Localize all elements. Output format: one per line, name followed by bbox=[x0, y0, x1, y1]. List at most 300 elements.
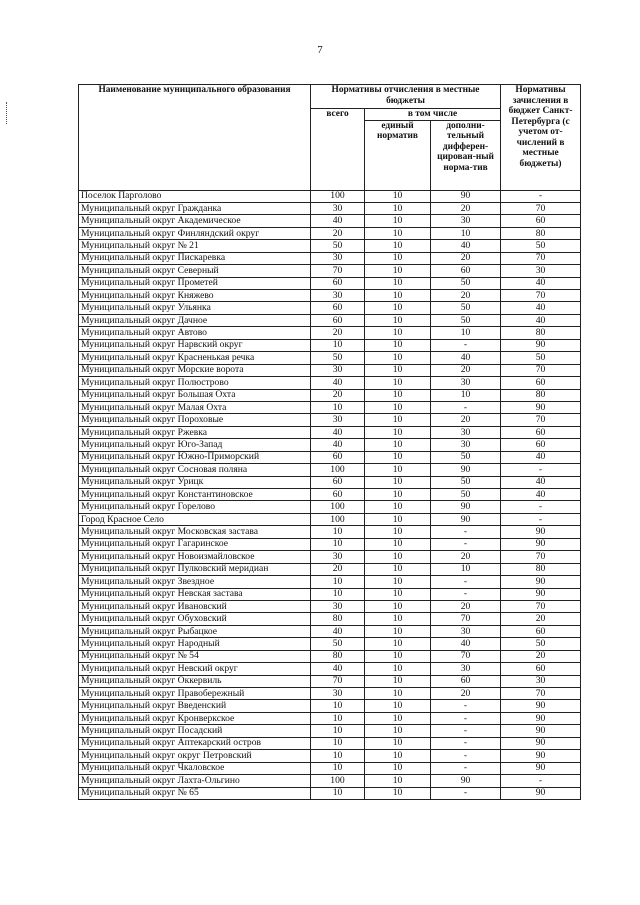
additional-norm: 10 bbox=[431, 227, 501, 239]
table-row bbox=[79, 426, 581, 438]
additional-norm: 90 bbox=[431, 513, 501, 525]
table-row bbox=[79, 364, 581, 376]
table-row bbox=[79, 787, 581, 799]
unified-norm: 10 bbox=[365, 464, 431, 476]
municipality-name: Муниципальный округ Морские ворота bbox=[79, 364, 311, 376]
header-additional: дополни-тельный дифферен-цирован-ный норма-тив bbox=[431, 120, 501, 190]
municipality-name: Муниципальный округ Кронверкское bbox=[79, 712, 311, 724]
total-norm: 60 bbox=[311, 489, 365, 501]
unified-norm: 10 bbox=[365, 675, 431, 687]
additional-norm: 30 bbox=[431, 377, 501, 389]
unified-norm: 10 bbox=[365, 252, 431, 264]
spb-norm: - bbox=[501, 501, 581, 513]
spb-norm: 40 bbox=[501, 277, 581, 289]
table-row bbox=[79, 202, 581, 214]
unified-norm: 10 bbox=[365, 227, 431, 239]
table-row bbox=[79, 551, 581, 563]
total-norm: 10 bbox=[311, 538, 365, 550]
additional-norm: 40 bbox=[431, 240, 501, 252]
table-row bbox=[79, 750, 581, 762]
total-norm: 20 bbox=[311, 563, 365, 575]
spb-norm: 80 bbox=[501, 327, 581, 339]
spb-norm: - bbox=[501, 775, 581, 787]
total-norm: 30 bbox=[311, 364, 365, 376]
municipality-name: Муниципальный округ Звездное bbox=[79, 576, 311, 588]
municipality-name: Муниципальный округ Северный bbox=[79, 265, 311, 277]
municipality-name: Муниципальный округ округ Петровский bbox=[79, 750, 311, 762]
municipality-name: Муниципальный округ Московская застава bbox=[79, 526, 311, 538]
additional-norm: 60 bbox=[431, 265, 501, 277]
unified-norm: 10 bbox=[365, 339, 431, 351]
municipality-name: Муниципальный округ Южно-Приморский bbox=[79, 451, 311, 463]
additional-norm: 10 bbox=[431, 563, 501, 575]
table-row bbox=[79, 314, 581, 326]
additional-norm: 50 bbox=[431, 489, 501, 501]
unified-norm: 10 bbox=[365, 476, 431, 488]
unified-norm: 10 bbox=[365, 526, 431, 538]
spb-norm: 40 bbox=[501, 451, 581, 463]
unified-norm: 10 bbox=[365, 613, 431, 625]
additional-norm: 90 bbox=[431, 464, 501, 476]
table-row bbox=[79, 737, 581, 749]
unified-norm: 10 bbox=[365, 202, 431, 214]
total-norm: 10 bbox=[311, 576, 365, 588]
municipality-name: Муниципальный округ Посадский bbox=[79, 725, 311, 737]
total-norm: 30 bbox=[311, 688, 365, 700]
spb-norm: 60 bbox=[501, 426, 581, 438]
spb-norm: 90 bbox=[501, 538, 581, 550]
total-norm: 50 bbox=[311, 240, 365, 252]
table-row bbox=[79, 476, 581, 488]
additional-norm: 10 bbox=[431, 389, 501, 401]
unified-norm: 10 bbox=[365, 451, 431, 463]
table-row bbox=[79, 725, 581, 737]
additional-norm: 30 bbox=[431, 426, 501, 438]
spb-norm: 20 bbox=[501, 613, 581, 625]
table-row bbox=[79, 600, 581, 612]
table-row bbox=[79, 439, 581, 451]
municipality-name: Муниципальный округ Большая Охта bbox=[79, 389, 311, 401]
table-row bbox=[79, 613, 581, 625]
unified-norm: 10 bbox=[365, 538, 431, 550]
spb-norm: 40 bbox=[501, 314, 581, 326]
unified-norm: 10 bbox=[365, 327, 431, 339]
unified-norm: 10 bbox=[365, 551, 431, 563]
spb-norm: 60 bbox=[501, 439, 581, 451]
additional-norm: 50 bbox=[431, 314, 501, 326]
spb-norm: 70 bbox=[501, 290, 581, 302]
table-row bbox=[79, 377, 581, 389]
total-norm: 10 bbox=[311, 737, 365, 749]
unified-norm: 10 bbox=[365, 700, 431, 712]
additional-norm: 20 bbox=[431, 551, 501, 563]
municipality-name: Муниципальный округ Гагаринское bbox=[79, 538, 311, 550]
municipality-name: Муниципальный округ Прометей bbox=[79, 277, 311, 289]
additional-norm: - bbox=[431, 700, 501, 712]
spb-norm: 70 bbox=[501, 688, 581, 700]
unified-norm: 10 bbox=[365, 190, 431, 202]
additional-norm: 90 bbox=[431, 775, 501, 787]
additional-norm: - bbox=[431, 588, 501, 600]
table-row bbox=[79, 227, 581, 239]
additional-norm: - bbox=[431, 725, 501, 737]
total-norm: 100 bbox=[311, 513, 365, 525]
municipality-name: Муниципальный округ Пороховые bbox=[79, 414, 311, 426]
additional-norm: 50 bbox=[431, 476, 501, 488]
spb-norm: 80 bbox=[501, 389, 581, 401]
spb-norm: 80 bbox=[501, 563, 581, 575]
table-header bbox=[79, 85, 581, 191]
additional-norm: - bbox=[431, 576, 501, 588]
municipality-name: Муниципальный округ Красненькая речка bbox=[79, 352, 311, 364]
table-row bbox=[79, 240, 581, 252]
table-row bbox=[79, 265, 581, 277]
spb-norm: 70 bbox=[501, 600, 581, 612]
total-norm: 60 bbox=[311, 314, 365, 326]
unified-norm: 10 bbox=[365, 364, 431, 376]
municipality-name: Муниципальный округ Малая Охта bbox=[79, 401, 311, 413]
unified-norm: 10 bbox=[365, 775, 431, 787]
total-norm: 10 bbox=[311, 526, 365, 538]
municipality-name: Муниципальный округ Рыбацкое bbox=[79, 625, 311, 637]
total-norm: 10 bbox=[311, 762, 365, 774]
unified-norm: 10 bbox=[365, 638, 431, 650]
table-row bbox=[79, 290, 581, 302]
additional-norm: 50 bbox=[431, 302, 501, 314]
additional-norm: 20 bbox=[431, 688, 501, 700]
municipality-name: Муниципальный округ Финляндский округ bbox=[79, 227, 311, 239]
additional-norm: 10 bbox=[431, 327, 501, 339]
spb-norm: - bbox=[501, 513, 581, 525]
municipality-name: Город Красное Село bbox=[79, 513, 311, 525]
municipality-name: Муниципальный округ Нарвский округ bbox=[79, 339, 311, 351]
table-row bbox=[79, 414, 581, 426]
additional-norm: - bbox=[431, 526, 501, 538]
total-norm: 70 bbox=[311, 265, 365, 277]
additional-norm: - bbox=[431, 737, 501, 749]
additional-norm: 20 bbox=[431, 364, 501, 376]
total-norm: 100 bbox=[311, 501, 365, 513]
spb-norm: 90 bbox=[501, 725, 581, 737]
unified-norm: 10 bbox=[365, 750, 431, 762]
unified-norm: 10 bbox=[365, 588, 431, 600]
table-row bbox=[79, 700, 581, 712]
spb-norm: - bbox=[501, 464, 581, 476]
unified-norm: 10 bbox=[365, 265, 431, 277]
municipality-name: Муниципальный округ Пулковский меридиан bbox=[79, 563, 311, 575]
total-norm: 40 bbox=[311, 625, 365, 637]
municipality-name: Муниципальный округ Автово bbox=[79, 327, 311, 339]
total-norm: 20 bbox=[311, 227, 365, 239]
municipality-name: Муниципальный округ Аптекарский остров bbox=[79, 737, 311, 749]
unified-norm: 10 bbox=[365, 314, 431, 326]
total-norm: 10 bbox=[311, 588, 365, 600]
total-norm: 60 bbox=[311, 476, 365, 488]
spb-norm: 90 bbox=[501, 712, 581, 724]
total-norm: 100 bbox=[311, 190, 365, 202]
unified-norm: 10 bbox=[365, 501, 431, 513]
total-norm: 40 bbox=[311, 215, 365, 227]
unified-norm: 10 bbox=[365, 787, 431, 799]
spb-norm: - bbox=[501, 190, 581, 202]
additional-norm: 20 bbox=[431, 252, 501, 264]
norms-table bbox=[78, 84, 581, 800]
total-norm: 40 bbox=[311, 377, 365, 389]
unified-norm: 10 bbox=[365, 563, 431, 575]
municipality-name: Муниципальный округ Ивановский bbox=[79, 600, 311, 612]
additional-norm: 40 bbox=[431, 352, 501, 364]
table-row bbox=[79, 252, 581, 264]
additional-norm: 90 bbox=[431, 501, 501, 513]
header-total: всего bbox=[311, 109, 365, 191]
total-norm: 40 bbox=[311, 663, 365, 675]
additional-norm: 90 bbox=[431, 190, 501, 202]
unified-norm: 10 bbox=[365, 663, 431, 675]
unified-norm: 10 bbox=[365, 712, 431, 724]
spb-norm: 90 bbox=[501, 526, 581, 538]
additional-norm: - bbox=[431, 538, 501, 550]
additional-norm: 30 bbox=[431, 439, 501, 451]
total-norm: 10 bbox=[311, 712, 365, 724]
municipality-name: Муниципальный округ Горелово bbox=[79, 501, 311, 513]
unified-norm: 10 bbox=[365, 401, 431, 413]
unified-norm: 10 bbox=[365, 414, 431, 426]
total-norm: 10 bbox=[311, 700, 365, 712]
header-local-budgets: Нормативы отчисления в местные бюджеты bbox=[311, 85, 501, 109]
table-row bbox=[79, 762, 581, 774]
municipality-name: Муниципальный округ Юго-Запад bbox=[79, 439, 311, 451]
table-row bbox=[79, 489, 581, 501]
municipality-name: Муниципальный округ Лахта-Ольгино bbox=[79, 775, 311, 787]
municipality-name: Муниципальный округ Введенский bbox=[79, 700, 311, 712]
spb-norm: 20 bbox=[501, 650, 581, 662]
municipality-name: Муниципальный округ Академическое bbox=[79, 215, 311, 227]
unified-norm: 10 bbox=[365, 576, 431, 588]
total-norm: 10 bbox=[311, 787, 365, 799]
table-row bbox=[79, 775, 581, 787]
municipality-name: Муниципальный округ Оккервиль bbox=[79, 675, 311, 687]
spb-norm: 70 bbox=[501, 414, 581, 426]
municipality-name: Муниципальный округ Ржевка bbox=[79, 426, 311, 438]
municipality-name: Муниципальный округ Сосновая поляна bbox=[79, 464, 311, 476]
spb-norm: 70 bbox=[501, 364, 581, 376]
municipality-name: Муниципальный округ Невский округ bbox=[79, 663, 311, 675]
additional-norm: - bbox=[431, 762, 501, 774]
unified-norm: 10 bbox=[365, 513, 431, 525]
table-row bbox=[79, 675, 581, 687]
spb-norm: 40 bbox=[501, 302, 581, 314]
spb-norm: 90 bbox=[501, 576, 581, 588]
total-norm: 30 bbox=[311, 290, 365, 302]
table-row bbox=[79, 576, 581, 588]
additional-norm: 30 bbox=[431, 215, 501, 227]
spb-norm: 70 bbox=[501, 551, 581, 563]
spb-norm: 90 bbox=[501, 737, 581, 749]
table-row bbox=[79, 277, 581, 289]
table-row bbox=[79, 526, 581, 538]
municipality-name: Муниципальный округ Пискаревка bbox=[79, 252, 311, 264]
spb-norm: 60 bbox=[501, 625, 581, 637]
spb-norm: 90 bbox=[501, 762, 581, 774]
unified-norm: 10 bbox=[365, 277, 431, 289]
total-norm: 30 bbox=[311, 252, 365, 264]
municipality-name: Муниципальный округ Полюстрово bbox=[79, 377, 311, 389]
additional-norm: 50 bbox=[431, 277, 501, 289]
spb-norm: 90 bbox=[501, 700, 581, 712]
additional-norm: 60 bbox=[431, 675, 501, 687]
table-row bbox=[79, 501, 581, 513]
total-norm: 10 bbox=[311, 725, 365, 737]
spb-norm: 60 bbox=[501, 377, 581, 389]
municipality-name: Муниципальный округ Гражданка bbox=[79, 202, 311, 214]
spb-norm: 50 bbox=[501, 638, 581, 650]
table-row bbox=[79, 352, 581, 364]
header-spb-budget: Нормативы зачисления в бюджет Санкт-Петербурга (с учетом от-числений в местные бюджеты) bbox=[501, 85, 581, 191]
additional-norm: 20 bbox=[431, 290, 501, 302]
additional-norm: 40 bbox=[431, 638, 501, 650]
unified-norm: 10 bbox=[365, 240, 431, 252]
spb-norm: 60 bbox=[501, 215, 581, 227]
unified-norm: 10 bbox=[365, 302, 431, 314]
unified-norm: 10 bbox=[365, 352, 431, 364]
page-number: 7 bbox=[317, 44, 323, 56]
table-row bbox=[79, 215, 581, 227]
total-norm: 40 bbox=[311, 426, 365, 438]
municipality-name: Муниципальный округ № 54 bbox=[79, 650, 311, 662]
unified-norm: 10 bbox=[365, 489, 431, 501]
unified-norm: 10 bbox=[365, 290, 431, 302]
table-row bbox=[79, 327, 581, 339]
total-norm: 30 bbox=[311, 551, 365, 563]
unified-norm: 10 bbox=[365, 725, 431, 737]
additional-norm: 70 bbox=[431, 613, 501, 625]
unified-norm: 10 bbox=[365, 389, 431, 401]
spb-norm: 90 bbox=[501, 339, 581, 351]
table-row bbox=[79, 538, 581, 550]
municipality-name: Муниципальный округ Новоизмайловское bbox=[79, 551, 311, 563]
unified-norm: 10 bbox=[365, 439, 431, 451]
municipality-name: Муниципальный округ Чкаловское bbox=[79, 762, 311, 774]
additional-norm: 30 bbox=[431, 625, 501, 637]
additional-norm: 50 bbox=[431, 451, 501, 463]
spb-norm: 90 bbox=[501, 787, 581, 799]
spb-norm: 80 bbox=[501, 227, 581, 239]
total-norm: 100 bbox=[311, 464, 365, 476]
spb-norm: 40 bbox=[501, 489, 581, 501]
table-row bbox=[79, 401, 581, 413]
additional-norm: - bbox=[431, 401, 501, 413]
header-including: в том числе bbox=[365, 109, 501, 121]
spb-norm: 50 bbox=[501, 352, 581, 364]
total-norm: 10 bbox=[311, 750, 365, 762]
spb-norm: 90 bbox=[501, 401, 581, 413]
table-row bbox=[79, 389, 581, 401]
additional-norm: 20 bbox=[431, 414, 501, 426]
unified-norm: 10 bbox=[365, 426, 431, 438]
total-norm: 40 bbox=[311, 439, 365, 451]
table-row bbox=[79, 302, 581, 314]
unified-norm: 10 bbox=[365, 650, 431, 662]
total-norm: 80 bbox=[311, 613, 365, 625]
spb-norm: 50 bbox=[501, 240, 581, 252]
unified-norm: 10 bbox=[365, 688, 431, 700]
unified-norm: 10 bbox=[365, 737, 431, 749]
total-norm: 80 bbox=[311, 650, 365, 662]
municipality-name: Муниципальный округ Невская застава bbox=[79, 588, 311, 600]
municipality-name: Муниципальный округ № 21 bbox=[79, 240, 311, 252]
unified-norm: 10 bbox=[365, 600, 431, 612]
table-row bbox=[79, 339, 581, 351]
additional-norm: - bbox=[431, 787, 501, 799]
additional-norm: 30 bbox=[431, 663, 501, 675]
municipality-name: Поселок Парголово bbox=[79, 190, 311, 202]
spb-norm: 30 bbox=[501, 675, 581, 687]
header-name: Наименование муниципального образования bbox=[79, 85, 311, 191]
municipality-name: Муниципальный округ Обуховский bbox=[79, 613, 311, 625]
total-norm: 30 bbox=[311, 414, 365, 426]
table-row bbox=[79, 663, 581, 675]
header-unified: единый норматив bbox=[365, 120, 431, 190]
total-norm: 60 bbox=[311, 451, 365, 463]
total-norm: 50 bbox=[311, 638, 365, 650]
spb-norm: 60 bbox=[501, 663, 581, 675]
table-row bbox=[79, 588, 581, 600]
municipality-name: Муниципальный округ Народный bbox=[79, 638, 311, 650]
municipality-name: Муниципальный округ Правобережный bbox=[79, 688, 311, 700]
table-row bbox=[79, 650, 581, 662]
municipality-name: Муниципальный округ Константиновское bbox=[79, 489, 311, 501]
total-norm: 20 bbox=[311, 327, 365, 339]
additional-norm: - bbox=[431, 339, 501, 351]
spb-norm: 90 bbox=[501, 588, 581, 600]
table-row bbox=[79, 563, 581, 575]
municipality-name: Муниципальный округ № 65 bbox=[79, 787, 311, 799]
total-norm: 50 bbox=[311, 352, 365, 364]
municipality-name: Муниципальный округ Урицк bbox=[79, 476, 311, 488]
municipality-name: Муниципальный округ Дачное bbox=[79, 314, 311, 326]
spb-norm: 70 bbox=[501, 252, 581, 264]
margin-mark bbox=[6, 102, 9, 124]
table-row bbox=[79, 464, 581, 476]
spb-norm: 90 bbox=[501, 750, 581, 762]
table-row bbox=[79, 638, 581, 650]
additional-norm: 20 bbox=[431, 600, 501, 612]
total-norm: 70 bbox=[311, 675, 365, 687]
total-norm: 30 bbox=[311, 202, 365, 214]
additional-norm: - bbox=[431, 750, 501, 762]
spb-norm: 40 bbox=[501, 476, 581, 488]
additional-norm: - bbox=[431, 712, 501, 724]
total-norm: 60 bbox=[311, 277, 365, 289]
unified-norm: 10 bbox=[365, 377, 431, 389]
municipality-name: Муниципальный округ Княжево bbox=[79, 290, 311, 302]
table-body bbox=[79, 190, 581, 799]
unified-norm: 10 bbox=[365, 762, 431, 774]
table-row bbox=[79, 190, 581, 202]
spb-norm: 30 bbox=[501, 265, 581, 277]
table-row bbox=[79, 688, 581, 700]
municipality-name: Муниципальный округ Ульянка bbox=[79, 302, 311, 314]
table-row bbox=[79, 513, 581, 525]
total-norm: 10 bbox=[311, 401, 365, 413]
additional-norm: 70 bbox=[431, 650, 501, 662]
total-norm: 20 bbox=[311, 389, 365, 401]
table-row bbox=[79, 451, 581, 463]
total-norm: 60 bbox=[311, 302, 365, 314]
unified-norm: 10 bbox=[365, 625, 431, 637]
total-norm: 100 bbox=[311, 775, 365, 787]
spb-norm: 70 bbox=[501, 202, 581, 214]
